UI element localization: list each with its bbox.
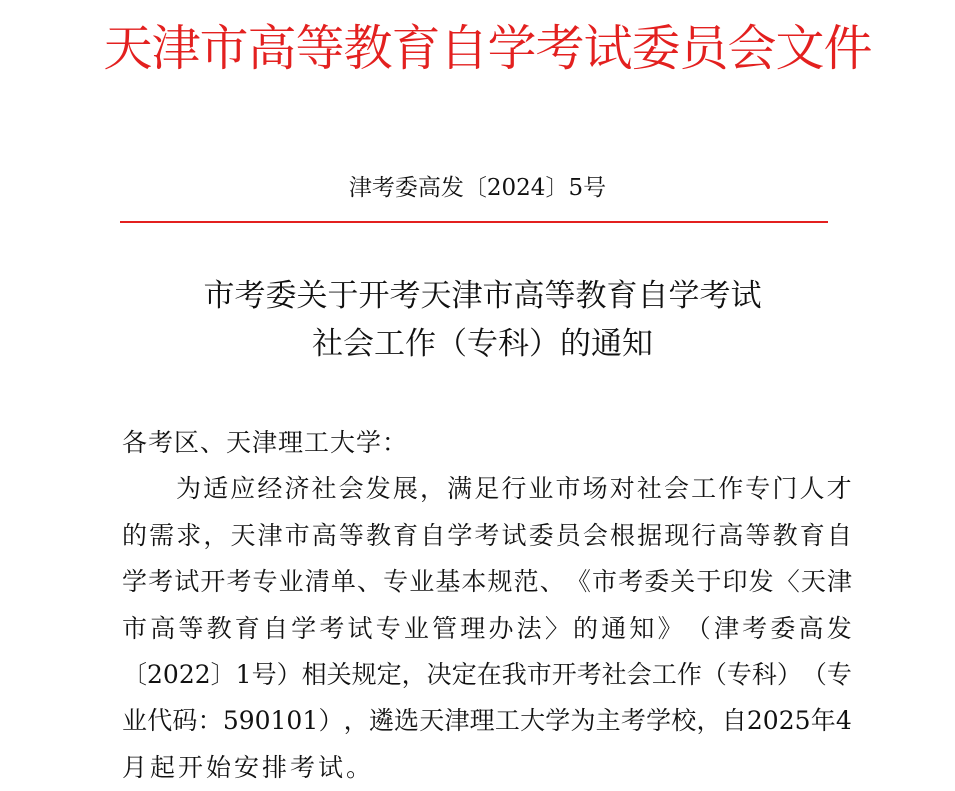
body-char: 应 [230,474,256,504]
body-char: 天 [800,567,826,597]
body-char: 学 [545,706,571,736]
body-line [122,606,852,652]
notice-title-line: 社会工作（专科）的通知 [312,326,653,362]
body-char: 在 [476,660,502,690]
body-char: 专 [252,567,278,597]
body-char: 〔 [122,660,148,690]
body-char: ） [318,706,344,736]
body-char: 4 [835,706,852,736]
body-char: 业 [403,613,429,643]
body-char: 市 [591,567,617,597]
body-char: 求 [176,520,202,550]
body-char: 作 [676,660,702,690]
body-char: ， [343,706,369,736]
body-char: 等 [338,520,364,550]
notice-title-line: 市考委关于开考天津市高等教育自学考试 [203,278,762,314]
body-char: 范 [513,567,539,597]
body-char: 理 [460,613,486,643]
body-char: 发 [826,613,852,643]
body-char: 、 [356,567,382,597]
body-char: 1 [235,660,252,690]
body-line [122,652,852,698]
body-char: ） [776,660,802,690]
body-char: 考 [742,613,768,643]
body-char: 会 [626,660,652,690]
body-char: 会 [338,474,364,504]
body-char: 满 [447,474,473,504]
body-char: 主 [595,706,621,736]
body-char: 社 [311,474,337,504]
body-char: 专 [726,660,752,690]
body-char: 考 [474,520,500,550]
body-char: 育 [799,520,825,550]
body-char: 作 [718,474,744,504]
body-char: 专 [383,567,409,597]
body-char: 门 [772,474,798,504]
body-char: 业 [528,474,554,504]
body-char: 展 [392,474,418,504]
body-char: 发 [365,474,391,504]
issuer-title: 天津市高等教育自学考试委员会文件 [103,20,872,77]
body-char: 考 [319,613,345,643]
body-char: 试 [501,520,527,550]
body-char: 济 [284,474,310,504]
body-char: ） [276,660,302,690]
body-char: 的 [122,520,148,550]
body-char: 现 [664,520,690,550]
body-char: 知 [629,613,655,643]
body-char: 对 [609,474,635,504]
body-char: 相 [301,660,327,690]
body-char: 决 [426,660,452,690]
body-char: 2022 [147,660,211,690]
notice-body [122,420,852,791]
red-divider [120,221,828,223]
body-char: 高 [311,520,337,550]
body-char: 业 [122,706,148,736]
body-char: 才 [826,474,852,504]
body-char: 年 [810,706,836,736]
body-char: 考 [226,567,252,597]
body-char: 工 [691,474,717,504]
body-char: 委 [770,613,796,643]
body-char: ， [401,660,427,690]
body-char: 》 [657,613,683,643]
body-char: 自 [826,520,852,550]
body-char: 学 [447,520,473,550]
body-char: 天 [230,520,256,550]
body-char: 津 [444,706,470,736]
document-number: 津考委高发〔2024〕5号 [348,175,607,201]
body-char: 经 [257,474,283,504]
body-char: 法 [516,613,542,643]
body-char: 号 [251,660,277,690]
body-char: （ [701,660,727,690]
body-char: 遴 [368,706,394,736]
body-char: 理 [469,706,495,736]
body-char: 办 [488,613,514,643]
body-char: 定 [451,660,477,690]
body-char: 行 [691,520,717,550]
body-line [122,513,852,559]
body-char: 码 [172,706,198,736]
body-char: 科 [751,660,777,690]
body-char: 人 [799,474,825,504]
body-char: 考 [618,567,644,597]
body-char: 开 [200,567,226,597]
body-char: 市 [284,520,310,550]
body-char: 适 [203,474,229,504]
body-char: 据 [637,520,663,550]
body-char: 我 [501,660,527,690]
body-char: 〕 [210,660,236,690]
body-char: 关 [670,567,696,597]
body-char: 发 [748,567,774,597]
body-char: （ [685,613,711,643]
body-char: 开 [551,660,577,690]
body-char: 590101 [222,706,319,736]
body-char: 本 [461,567,487,597]
body-char: ， [203,520,229,550]
body-char: 的 [573,613,599,643]
body-char: 〈 [774,567,800,597]
body-char: 试 [174,567,200,597]
body-char: 学 [646,706,672,736]
body-char: 《 [565,567,591,597]
body-char: 考 [148,567,174,597]
body-char: 大 [520,706,546,736]
body-char: 足 [474,474,500,504]
body-char: 规 [351,660,377,690]
body-char: 会 [582,520,608,550]
body-char: 会 [663,474,689,504]
body-char: 专 [745,474,771,504]
body-char: 于 [696,567,722,597]
body-char: 为 [176,474,202,504]
body-char: 专 [826,660,852,690]
body-char: 育 [393,520,419,550]
body-char: 试 [347,613,373,643]
body-char: 场 [582,474,608,504]
body-char: 单 [330,567,356,597]
body-char: 根 [609,520,635,550]
body-char: 基 [435,567,461,597]
body-char: 社 [601,660,627,690]
body-char: 业 [409,567,435,597]
body-char: 津 [257,520,283,550]
body-char: ： [197,706,223,736]
body-char: 委 [528,520,554,550]
body-char: 工 [494,706,520,736]
body-char: 管 [432,613,458,643]
body-char: 自 [721,706,747,736]
body-char: 规 [487,567,513,597]
body-char: 等 [178,613,204,643]
body-char: 高 [718,520,744,550]
body-char: 关 [326,660,352,690]
body-char: 高 [798,613,824,643]
body-char: 高 [150,613,176,643]
body-char: 等 [745,520,771,550]
body-char: 印 [722,567,748,597]
body-char: ， [419,474,445,504]
body-char: 教 [206,613,232,643]
body-char: 员 [555,520,581,550]
body-char: 委 [644,567,670,597]
body-char: 定 [376,660,402,690]
body-char: 津 [826,567,852,597]
body-line [122,698,852,744]
body-char: 市 [526,660,552,690]
body-char: 工 [651,660,677,690]
body-char: 市 [122,613,148,643]
body-line [122,466,852,512]
body-char: 需 [149,520,175,550]
body-char: 业 [278,567,304,597]
body-char: 、 [539,567,565,597]
body-char: 清 [304,567,330,597]
body-char: 学 [122,567,148,597]
body-char: 代 [147,706,173,736]
body-char: 自 [262,613,288,643]
salutation: 各考区、天津理工大学： [122,428,409,457]
body-char: 专 [375,613,401,643]
body-char: 市 [555,474,581,504]
body-char: 〉 [544,613,570,643]
body-char: 考 [576,660,602,690]
body-char: 为 [570,706,596,736]
body-char: 通 [601,613,627,643]
body-char: 教 [365,520,391,550]
body-char: 行 [501,474,527,504]
body-char: 选 [394,706,420,736]
body-char: 天 [419,706,445,736]
body-char: 考 [620,706,646,736]
body-char: 自 [420,520,446,550]
body-char: ， [696,706,722,736]
body-char: 2025 [746,706,811,736]
notice-title [0,272,955,368]
body-line [122,559,852,605]
body-char: （ [801,660,827,690]
body-char: 育 [234,613,260,643]
body-line: 月起开始安排考试。 [122,752,375,782]
body-char: 校 [671,706,697,736]
body-char: 社 [636,474,662,504]
body-char: 学 [291,613,317,643]
body-char: 津 [713,613,739,643]
body-char: 教 [772,520,798,550]
